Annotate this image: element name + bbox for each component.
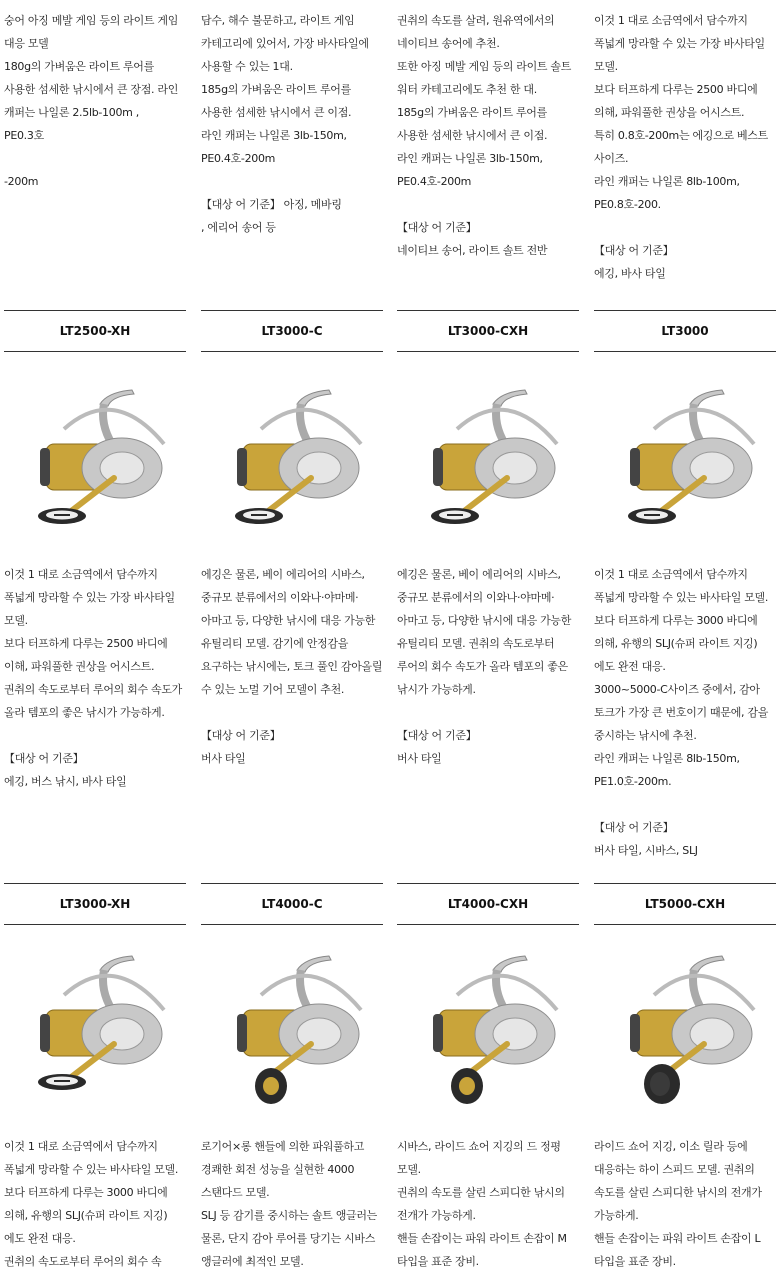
paragraph: SLJ 등 감기를 중시하는 솔트 앵글러는 물론, 단지 감아 루어를 당기는 시바스 앵글러에 최적인 모델. [201, 1209, 378, 1268]
spinning-reel-icon [4, 940, 186, 1120]
paragraph: 라인 캐퍼는 나일론 8lb-150m, PE1.0호-200m. [594, 752, 740, 788]
reel-foot [493, 390, 527, 406]
reel-foot [690, 956, 724, 972]
paragraph: 에깅, 버스 낚시, 바사 타일 [4, 775, 127, 788]
description-lt3000-c [201, 563, 383, 770]
paragraph: 핸들 손잡이는 파워 라이트 손잡이 L 타입을 표준 장비. [594, 1232, 761, 1268]
paragraph: , 에리어 송어 등 [201, 221, 276, 234]
spinning-reel-icon [397, 374, 579, 554]
reel-foot [493, 956, 527, 972]
paragraph: 180g의 가벼움은 라이트 루어를 사용한 섬세한 낚시에서 큰 장점. 라인 캐퍼는 나일론 2.5lb-100m , [4, 60, 179, 119]
description-lt3000-c-prev [201, 9, 383, 239]
paragraph-gap [201, 701, 383, 724]
paragraph: 시바스, 라이드 쇼어 지깅의 드 정평 모델. [397, 1140, 561, 1176]
paragraph: 버사 타일 [201, 752, 246, 765]
paragraph: 버사 타일 [397, 752, 442, 765]
description-lt3000-cxh [397, 563, 579, 770]
paragraph: 【대상 어 기준】 아징, 메바링 [201, 198, 342, 211]
paragraph: 이것 1 대로 소금역에서 담수까지 폭넓게 망라할 수 있는 가장 바사타일 모델. [594, 14, 765, 73]
model-header: LT4000-CXH [397, 883, 579, 925]
reel-foot [100, 390, 134, 406]
paragraph: 3000~5000-C사이즈 중에서, 감아 토크가 가장 큰 번호이기 때문에, 감을 중시하는 낚시에 추천. [594, 683, 769, 742]
description-lt5000-cxh [594, 1135, 776, 1273]
paragraph: 또한 아징 메발 게임 등의 라이트 솔트 워터 카테고리에도 추천 한 대. [397, 60, 572, 96]
paragraph: 로기어×롱 핸들에 의한 파워풀하고 경쾌한 회전 성능을 실현한 4000 스탠다드 모델. [201, 1140, 365, 1199]
paragraph: 185g의 가벼움은 라이트 루어를 사용한 섬세한 낚시에서 큰 이점. [201, 83, 352, 119]
paragraph-gap [397, 193, 579, 216]
reel-foot [297, 390, 331, 406]
description-lt3000-xh [4, 1135, 186, 1273]
paragraph-gap [397, 701, 579, 724]
paragraph: 보다 터프하게 다루는 2500 바디에 의해, 파워풀한 권상을 어시스트. [594, 83, 758, 119]
model-header: LT3000 [594, 310, 776, 352]
description-lt2500-prev [4, 9, 186, 193]
paragraph: 권취의 속도를 살려, 원유역에서의 네이티브 송어에 추천. [397, 14, 555, 50]
paragraph: -200m [4, 175, 39, 188]
paragraph: 【대상 어 기준】 [594, 821, 674, 834]
paragraph: 185g의 가벼움은 라이트 루어를 사용한 섬세한 낚시에서 큰 이점. [397, 106, 548, 142]
paragraph: 이것 1 대로 소금역에서 담수까지 폭넓게 망라할 수 있는 바사타일 모델. [594, 568, 769, 604]
description-lt3000-cxh-prev [397, 9, 579, 262]
paragraph: 버사 타일, 시바스, SLJ [594, 844, 698, 857]
paragraph: 에깅, 바사 타일 [594, 267, 666, 280]
model-header: LT3000-CXH [397, 310, 579, 352]
model-header: LT3000-C [201, 310, 383, 352]
paragraph: 【대상 어 기준】 [201, 729, 281, 742]
paragraph: 특히 0.8호-200m는 에깅으로 베스트 사이즈. [594, 129, 768, 165]
paragraph: 담수, 해수 불문하고, 라이트 게임 카테고리에 있어서, 가장 바사타일에 사용할 수 있는 1대. [201, 14, 369, 73]
paragraph: 【대상 어 기준】 [594, 244, 674, 257]
paragraph: 보다 터프하게 다루는 3000 바디에 의해, 유행의 SLJ(슈퍼 라이트 지깅)에도 완전 대응. [4, 1186, 168, 1245]
paragraph: 【대상 어 기준】 [397, 221, 477, 234]
spinning-reel-icon [201, 374, 383, 554]
paragraph: 에깅은 물론, 베이 에리어의 시바스, 중규모 분류에서의 이와나·야마메·아마고 등, 다양한 낚시에 대응 가능한 유틸리티 모델. 권취의 속도로부터 루어의 회수 속도가 올라 템포의 좋은 낚시가 가능하게. [397, 568, 572, 696]
reel-foot [100, 956, 134, 972]
paragraph: 라이드 쇼어 지깅, 이소 릴라 등에 대응하는 하이 스피드 모델. 권취의 속도를 살린 스피디한 낚시의 전개가 가능하게. [594, 1140, 762, 1222]
spinning-reel-icon [397, 940, 579, 1120]
spinning-reel-icon [4, 374, 186, 554]
description-lt2500-xh [4, 563, 186, 793]
description-lt4000-cxh [397, 1135, 579, 1273]
paragraph: 권취의 속도로부터 루어의 회수 속도가 올라 템포의 좋은 낚시가 가능하게. [4, 683, 183, 719]
paragraph: 핸들 손잡이는 파워 라이트 손잡이 M 타입을 표준 장비. [397, 1232, 567, 1268]
model-header: LT2500-XH [4, 310, 186, 352]
paragraph: 【대상 어 기준】 [397, 729, 477, 742]
paragraph-gap [594, 793, 776, 816]
paragraph-gap [4, 724, 186, 747]
model-header: LT3000-XH [4, 883, 186, 925]
spinning-reel-icon [594, 374, 776, 554]
paragraph: 권취의 속도를 살린 스피디한 낚시의 전개가 가능하게. [397, 1186, 565, 1222]
paragraph: 네이티브 송어, 라이트 솔트 전반 [397, 244, 548, 257]
spinning-reel-icon [594, 940, 776, 1120]
description-lt4000-c [201, 1135, 383, 1273]
paragraph: 에깅은 물론, 베이 에리어의 시바스, 중규모 분류에서의 이와나·야마메·아마고 등, 다양한 낚시에 대응 가능한 유틸리티 모델. 감기에 안정감을 요구하는 낚시에는, 토크 풀인 감아올릴 수 있는 노멀 기어 모델이 추천. [201, 568, 383, 696]
paragraph: 보다 터프하게 다루는 3000 바디에 의해, 유행의 SLJ(슈퍼 라이트 지깅)에도 완전 대응. [594, 614, 758, 673]
paragraph: 권취의 속도로부터 루어의 회수 속 [4, 1255, 162, 1268]
paragraph: 이것 1 대로 소금역에서 담수까지 폭넓게 망라할 수 있는 가장 바사타일 모델. [4, 568, 175, 627]
paragraph: 숭어 아징 메발 게임 등의 라이트 게임 대응 모델 [4, 14, 179, 50]
reel-foot [297, 956, 331, 972]
paragraph: 라인 캐퍼는 나일론 3lb-150m, PE0.4호-200m [201, 129, 347, 165]
paragraph-gap [594, 216, 776, 239]
paragraph-gap [4, 147, 186, 170]
paragraph: PE0.3호 [4, 129, 44, 142]
paragraph: 라인 캐퍼는 나일론 8lb-100m, PE0.8호-200. [594, 175, 740, 211]
paragraph: 보다 터프하게 다루는 2500 바디에 이해, 파워풀한 권상을 어시스트. [4, 637, 168, 673]
paragraph: 라인 캐퍼는 나일론 3lb-150m, PE0.4호-200m [397, 152, 543, 188]
paragraph-gap [201, 170, 383, 193]
spinning-reel-icon [201, 940, 383, 1120]
reel-foot [690, 390, 724, 406]
description-lt3000 [594, 563, 776, 862]
model-header: LT5000-CXH [594, 883, 776, 925]
description-lt3000-prev [594, 9, 776, 285]
paragraph: 이것 1 대로 소금역에서 담수까지 폭넓게 망라할 수 있는 바사타일 모델. [4, 1140, 179, 1176]
model-header: LT4000-C [201, 883, 383, 925]
paragraph: 【대상 어 기준】 [4, 752, 84, 765]
